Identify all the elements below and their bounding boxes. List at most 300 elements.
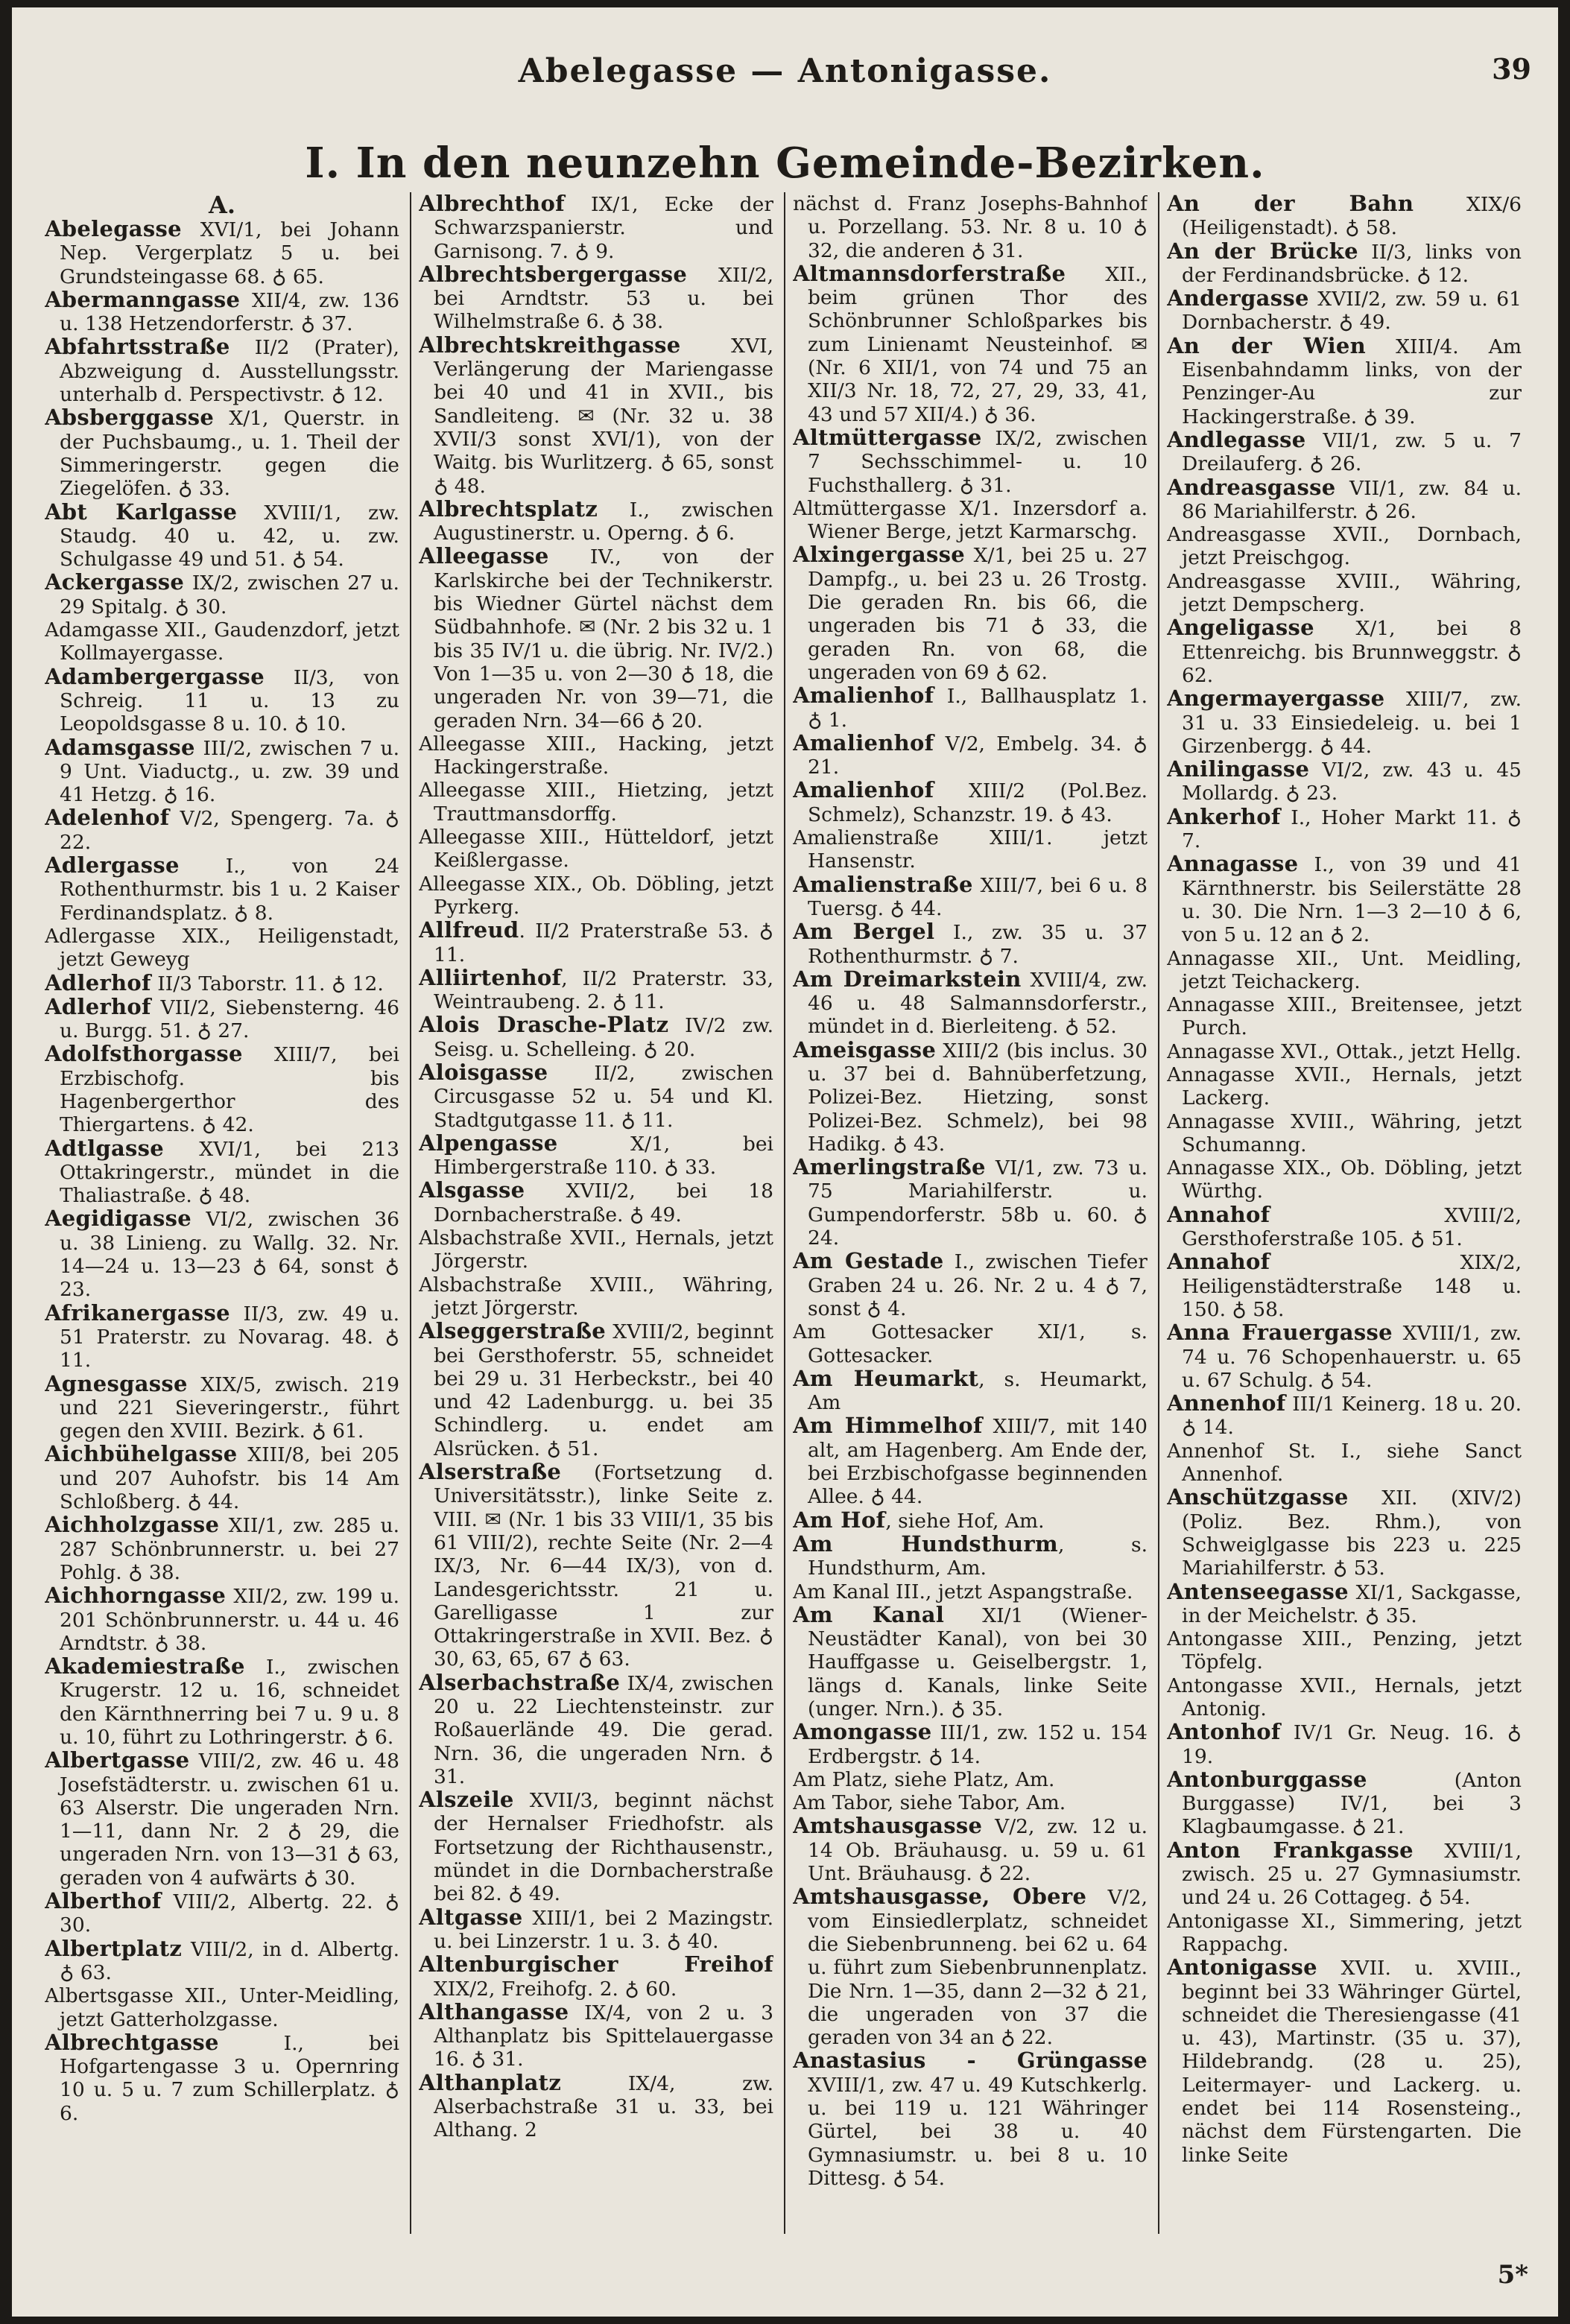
street-name: Abelegasse — [45, 216, 182, 241]
street-name: Am Gestade — [793, 1248, 944, 1274]
street-entry — [793, 1250, 1148, 1320]
column-1 — [45, 192, 399, 2234]
street-entry — [419, 826, 773, 873]
street-entry — [419, 1906, 773, 1954]
street-entry — [419, 1998, 773, 2071]
street-entry — [419, 966, 773, 1014]
street-name: Anschützgasse — [1167, 1484, 1349, 1510]
entry-text: XIII/7, bei Erzbischofg. bis Hagenbergerthor des Thiergartens. ♁ 42. — [60, 1043, 399, 1137]
entry-text: I., Hoher Markt 11. ♁ 7. — [1182, 805, 1522, 853]
entry-text: Antongasse XIII., Penzing, jetzt Töpfelg. — [1167, 1627, 1522, 1674]
entry-text: XVII. u. XVIII., beginnt bei 33 Währinger Gürtel, schneidet die Theresiengasse (41 u. 43), Martinstr. (35 u. 37), Hildebrandg. (28 u. 25), Leitermayer- und Lackerg. u. endet bei 114 Rosensteing., nächst dem Fürstengarten. Die linke Seite — [1182, 1957, 1522, 2167]
street-entry — [1167, 805, 1522, 853]
entry-text: VII/2, Siebensterng. 46 u. Burgg. 51. ♁ 27. — [60, 995, 399, 1043]
entry-text: nächst d. Franz Josephs-Bahnhof u. Porzellang. 53. Nr. 8 u. 10 ♁ 32, die anderen ♁ 31. — [793, 192, 1148, 262]
entry-text: XIII/1, bei 2 Mazingstr. u. bei Linzerstr. 1 u. 3. ♁ 40. — [434, 1906, 773, 1953]
street-entry — [793, 426, 1148, 497]
street-entry — [793, 1814, 1148, 1885]
street-entry — [793, 1603, 1148, 1720]
street-entry — [45, 806, 399, 854]
street-name: Angermayergasse — [1167, 686, 1385, 712]
street-entry — [1167, 993, 1522, 1040]
street-name: Alsgasse — [419, 1177, 525, 1203]
entry-text: XII/2, bei Arndtstr. 53 u. bei Wilhelmstraße 6. ♁ 38. — [434, 263, 773, 334]
street-name: Albrechthof — [419, 192, 565, 216]
street-entry — [793, 497, 1148, 544]
entry-text: X/1, bei 8 Ettenreichg. bis Brunnweggstr. ♁ 62. — [1182, 617, 1522, 687]
entry-text: XIX/2, Freihofg. 2. ♁ 60. — [434, 1977, 677, 2001]
street-name: Amalienhof — [793, 777, 934, 803]
letter-heading: A. — [209, 192, 235, 219]
column-rule — [1158, 192, 1159, 2234]
street-name: Albertplatz — [45, 1935, 183, 1961]
street-entry — [419, 1061, 773, 1132]
street-entry — [419, 1460, 773, 1671]
entry-text: IX/1, Ecke der Schwarzspanierstr. und Garnisong. 7. ♁ 9. — [434, 193, 773, 263]
entry-text: VI/2, zw. 43 u. 45 Mollardg. ♁ 23. — [1182, 759, 1522, 805]
entry-text: XVIII/4, zw. 46 u. 48 Salmannsdorferstr., mündet in d. Bierleiteng. ♁ 52. — [808, 968, 1148, 1039]
entry-text: V/2, Spengerg. 7a. ♁ 22. — [60, 807, 399, 854]
entry-text: Annenhof St. I., siehe Sanct Annenhof. — [1167, 1439, 1522, 1486]
street-entry — [1167, 1627, 1522, 1674]
entry-text: Alleegasse XIX., Ob. Döbling, jetzt Pyrkerg. — [419, 872, 773, 919]
street-name: Alxingergasse — [793, 542, 965, 568]
street-entry — [45, 665, 399, 736]
street-entry — [1167, 523, 1522, 570]
street-entry — [1167, 616, 1522, 687]
street-entry — [45, 2031, 399, 2125]
entry-text: , siehe Hof, Am. — [885, 1509, 1045, 1533]
street-entry — [793, 2049, 1148, 2190]
street-name: Amongasse — [793, 1719, 932, 1745]
street-name: Aichholzgasse — [45, 1512, 220, 1538]
street-entry — [1167, 1321, 1522, 1392]
street-entry — [45, 1937, 399, 1985]
street-name: Amerlingstraße — [793, 1154, 986, 1180]
street-entry — [793, 873, 1148, 921]
street-name: Antonigasse — [1167, 1954, 1317, 1981]
street-entry — [793, 1320, 1148, 1367]
street-name: Annahof — [1167, 1249, 1270, 1275]
street-entry — [793, 1580, 1148, 1603]
street-name: Altmannsdorferstraße — [793, 260, 1066, 286]
street-entry — [419, 1179, 773, 1226]
entry-text: (Anton Burggasse) IV/1, bei 3 Klagbaumgasse. ♁ 21. — [1182, 1768, 1522, 1839]
street-entry — [793, 543, 1148, 684]
street-entry — [45, 1513, 399, 1584]
street-name: Adlergasse — [45, 852, 180, 878]
street-entry — [45, 925, 399, 972]
street-entry — [1167, 1674, 1522, 1721]
entry-text: IV/2 zw. Seisg. u. Schelleing. ♁ 20. — [434, 1014, 773, 1061]
street-entry — [45, 335, 399, 406]
street-name: Aichbühelgasse — [45, 1441, 238, 1467]
street-entry — [793, 262, 1148, 426]
column-rule — [410, 192, 411, 2234]
entry-text: XVII/2, zw. 59 u. 61 Dornbacherstr. ♁ 49. — [1182, 288, 1522, 335]
street-entry — [419, 1013, 773, 1061]
street-name: Abfahrtsstraße — [45, 334, 230, 360]
entry-text: I., Ballhausplatz 1. ♁ 1. — [808, 685, 1148, 732]
street-entry — [1167, 1063, 1522, 1110]
entry-text: V/2, Embelg. 34. ♁ 21. — [808, 732, 1148, 779]
street-name: Ankerhof — [1167, 803, 1281, 829]
entry-text: XIII/7, mit 140 alt, am Hagenberg. Am Ende der, bei Erzbischofgasse beginnenden Allee. ♁ 44. — [808, 1415, 1148, 1509]
street-name: Abt Karlgasse — [45, 498, 238, 525]
street-name: Amtshausgasse — [793, 1813, 983, 1839]
street-name: Am Hundsthurm — [793, 1530, 1058, 1557]
entry-text: XI/1 (Wiener-Neustädter Kanal), von bei 30 Hauffgasse u. Geiselbergstr. 1, längs d. Kanals, linke Seite (unger. Nrn.). ♁ 35. — [808, 1603, 1148, 1720]
street-entry — [793, 729, 1148, 779]
entry-text: II/3 Taborstr. 11. ♁ 12. — [151, 972, 384, 995]
street-entry — [793, 1156, 1148, 1250]
street-entry — [1167, 287, 1522, 335]
street-name: Aegidigasse — [45, 1206, 192, 1232]
entry-text: III/2, zwischen 7 u. 9 Unt. Viaductg., u. zw. 39 und 41 Hetzg. ♁ 16. — [60, 736, 399, 807]
street-entry — [419, 334, 773, 498]
street-entry — [793, 826, 1148, 873]
street-name: An der Bahn — [1167, 192, 1414, 216]
street-name: Amalienhof — [793, 683, 934, 709]
entry-text: II/3, links von der Ferdinandsbrücke. ♁ 12. — [1182, 240, 1522, 287]
entry-text: XII/4, zw. 136 u. 138 Hetzendorferstr. ♁ 37. — [60, 288, 399, 336]
entry-text: , s. Hundsthurm, Am. — [808, 1533, 1148, 1580]
entry-text: II/3, von Schreig. 11 u. 13 zu Leopoldsgasse 8 u. 10. ♁ 10. — [60, 665, 399, 736]
street-entry — [793, 1414, 1148, 1508]
entry-text: Annagasse XVII., Hernals, jetzt Lackerg. — [1167, 1063, 1522, 1110]
entry-text: VIII/2, zw. 46 u. 48 Josefstädterstr. u. zwischen 61 u. 63 Alserstr. Die ungeraden Nrn. 1—11, dann Nr. 2 ♁ 29, die ungeraden Nrn. von 13—31 ♁ 63, geraden von 4 aufwärts ♁ 30. — [60, 1750, 399, 1890]
street-entry — [45, 1584, 399, 1655]
street-entry — [45, 995, 399, 1043]
entry-text: XVI/1, bei Johann Nep. Vergerplatz 5 u. bei Grundsteingasse 68. ♁ 65. — [60, 218, 399, 288]
street-entry — [1167, 570, 1522, 617]
street-name: Adlerhof — [45, 969, 151, 995]
street-name: Adtlgasse — [45, 1135, 165, 1161]
street-entry — [45, 498, 399, 571]
entry-text: XVI, Verlängerung der Mariengasse bei 40 und 41 in XVII., bis Sandleiteng. ✉ (Nr. 32 u. 38 XVII/3 sonst XVI/1), von der Waitg. bis Wurlitzerg. ♁ 65, sonst ♁ 48. — [434, 334, 773, 498]
street-name: Alliirtenhof — [419, 964, 562, 990]
entry-text: VI/2, zwischen 36 u. 38 Linieng. zu Wallg. 32. Nr. 14—24 u. 13—23 ♁ 64, sonst ♁ 23. — [60, 1208, 399, 1302]
street-name: Am Bergel — [793, 919, 935, 945]
entry-text: XVIII/2, beginnt bei Gersthoferstr. 55, schneidet bei 29 u. 31 Herbeckstr., bei 40 und 42 Ladenburgg. u. bei 35 Schindlerg. u. endet am Alsrücken. ♁ 51. — [434, 1320, 773, 1460]
street-entry — [45, 736, 399, 807]
street-entry — [1167, 1110, 1522, 1157]
street-name: Amalienstraße — [793, 871, 973, 897]
street-name: Alszeile — [419, 1787, 514, 1813]
page-number: 39 — [1492, 52, 1531, 86]
street-name: Adamsgasse — [45, 734, 195, 760]
entry-text: IV/1 Gr. Neug. 16. ♁ 19. — [1182, 1721, 1522, 1768]
entry-text: XVIII/2, Gersthoferstraße 105. ♁ 51. — [1182, 1203, 1522, 1251]
street-name: Alseggerstraße — [419, 1318, 607, 1344]
entry-text: I., von 39 und 41 Kärnthnerstr. bis Seilerstätte 28 u. 30. Die Nrn. 1—3 2—10 ♁ 6, von 5 u. 12 an ♁ 2. — [1182, 853, 1522, 947]
street-name: Am Himmelhof — [793, 1413, 983, 1439]
street-entry — [1167, 476, 1522, 524]
street-entry — [1167, 1720, 1522, 1768]
street-entry — [793, 1367, 1148, 1415]
street-entry — [419, 263, 773, 334]
street-entry — [793, 1885, 1148, 2049]
street-entry — [45, 1372, 399, 1443]
street-entry — [45, 1984, 399, 2031]
street-name: Althanplatz — [419, 2069, 562, 2095]
street-entry — [419, 1671, 773, 1788]
street-name: Andreasgasse — [1167, 474, 1336, 500]
street-entry — [1167, 1580, 1522, 1628]
entry-text: I., von 24 Rothenthurmstr. bis 1 u. 2 Kaiser Ferdinandsplatz. ♁ 8. — [60, 855, 399, 925]
entry-text: Alsbachstraße XVII., Hernals, jetzt Jörgerstr. — [419, 1226, 773, 1273]
entry-text: Annagasse XII., Unt. Meidling, jetzt Teichackerg. — [1167, 946, 1522, 993]
street-entry — [793, 920, 1148, 968]
street-entry — [793, 968, 1148, 1039]
street-entry — [419, 1273, 773, 1320]
entry-text: Andreasgasse XVIII., Währing, jetzt Dempscherg. — [1167, 569, 1522, 617]
street-name: Altmüttergasse — [793, 424, 982, 450]
street-entry — [419, 1132, 773, 1180]
street-entry — [793, 1036, 1148, 1156]
entry-text: VII/1, zw. 84 u. 86 Mariahilferstr. ♁ 26. — [1182, 476, 1522, 523]
entry-text: Alleegasse XIII., Hietzing, jetzt Trauttmansdorffg. — [419, 779, 773, 826]
entry-text: VII/1, zw. 5 u. 7 Dreilauferg. ♁ 26. — [1182, 428, 1522, 476]
street-name: Antenseegasse — [1167, 1578, 1349, 1604]
entry-text: IX/4, zw. Alserbachstraße 31 u. 33, bei Althang. 2 — [434, 2071, 773, 2142]
entry-text: VIII/2, in d. Albertg. ♁ 63. — [60, 1937, 399, 1984]
entry-text: Alleegasse XIII., Hütteldorf, jetzt Keißlergasse. — [419, 826, 773, 873]
street-name: Albrechtsbergergasse — [419, 261, 688, 287]
entry-text: XVIII/1, zw. 47 u. 49 Kutschkerlg. u. bei 119 u. 121 Währinger Gürtel, bei 38 u. 40 Gymnasiumstr. u. bei 8 u. 10 Dittesg. ♁ 54. — [808, 2073, 1148, 2190]
entry-text: XVIII/1, zwisch. 25 u. 27 Gymnasiumstr. und 24 u. 26 Cottageg. ♁ 54. — [1182, 1839, 1522, 1910]
entry-text: Annagasse XVI., Ottak., jetzt Hellg. — [1167, 1039, 1522, 1063]
street-name: An der Wien — [1167, 332, 1367, 358]
street-entry — [419, 779, 773, 826]
entry-text: III/1, zw. 152 u. 154 Erdbergstr. ♁ 14. — [808, 1721, 1148, 1768]
street-name: Alserbachstraße — [419, 1669, 621, 1695]
column-4 — [1167, 192, 1522, 2234]
entry-text: II/2, zwischen Circusgasse 52 u. 54 und Kl. Stadtgutgasse 11. ♁ 11. — [434, 1061, 773, 1132]
entry-text: Annagasse XIX., Ob. Döbling, jetzt Würthg. — [1167, 1156, 1522, 1203]
running-title: Abelegasse — Antonigasse. — [518, 52, 1052, 90]
entry-text: Alleegasse XIII., Hacking, jetzt Hackingerstraße. — [419, 732, 773, 779]
entry-text: VIII/2, Albertg. 22. ♁ 30. — [60, 1890, 399, 1937]
street-entry — [1167, 758, 1522, 805]
entry-text: XI/1, Sackgasse, in der Meichelstr. ♁ 35. — [1182, 1580, 1522, 1627]
column-rule — [784, 192, 785, 2234]
entry-text: XIII/8, bei 205 und 207 Auhofstr. bis 14 Am Schloßberg. ♁ 44. — [60, 1443, 399, 1514]
street-name: Ackergasse — [45, 569, 185, 595]
street-entry — [793, 1720, 1148, 1768]
entry-text: XVI/1, bei 213 Ottakringerstr., mündet in die Thaliastraße. ♁ 48. — [60, 1137, 399, 1208]
entry-text: XIII/2 (Pol.Bez. Schmelz), Schanzstr. 19. ♁ 43. — [808, 779, 1148, 826]
street-name: Anilingasse — [1167, 756, 1310, 782]
street-entry — [419, 919, 773, 966]
street-name: Abermanngasse — [45, 286, 241, 312]
entry-text: IX/2, zwischen 7 Sechsschimmel- u. 10 Fuchsthallerg. ♁ 31. — [808, 426, 1148, 497]
entry-text: XVIII/1, zw. 74 u. 76 Schopenhauerstr. u. 65 u. 67 Schulg. ♁ 54. — [1182, 1322, 1522, 1392]
street-entry — [1167, 687, 1522, 758]
entry-text: XIII/4. Am Eisenbahndamm links, von der Penzinger-Au zur Hackingerstraße. ♁ 39. — [1182, 335, 1522, 428]
entry-text: Am Tabor, siehe Tabor, Am. — [793, 1791, 1066, 1815]
directory-columns — [45, 192, 1528, 2234]
street-name: Andergasse — [1167, 285, 1309, 311]
street-entry — [1167, 1250, 1522, 1321]
entry-text: V/2, vom Einsiedlerplatz, schneidet die Siebenbrunneng. bei 62 u. 64 u. führt zum Siebenbrunnenplatz. Die Nrn. 1—35, dann 2—32 ♁ 21, die ungeraden von 37 die geraden von 34 an ♁ 22. — [808, 1886, 1148, 2050]
street-entry — [793, 684, 1148, 732]
street-entry — [45, 1655, 399, 1749]
street-entry — [45, 218, 399, 288]
entry-text: I., zwischen Augustinerstr. u. Operng. ♁ 6. — [434, 498, 773, 545]
street-entry — [419, 873, 773, 919]
entry-text: , s. Heumarkt, Am — [808, 1367, 1148, 1415]
entry-text: X/1, Querstr. in der Puchsbaumg., u. 1. Theil der Simmeringerstr. gegen die Ziegelöfen. ♁ 33. — [60, 407, 399, 501]
entry-text: (Fortsetzung d. Universitätsstr.), linke Seite z. VIII. ✉ (Nr. 1 bis 33 VIII/1, 35 bis 61 VIII/2), rechte Seite (Nr. 2—4 IX/3, Nr. 6—44 IX/3), von d. Landesgerichtsstr. 21 u. Garelligasse 1 zur Ottakringerstraße in XVII. Bez. ♁ 30, 63, 65, 67 ♁ 63. — [434, 1461, 773, 1671]
street-entry — [1167, 1156, 1522, 1203]
street-entry — [1167, 428, 1522, 476]
street-name: Akademiestraße — [45, 1653, 245, 1679]
entry-text: Antonigasse XI., Simmering, jetzt Rappachg. — [1167, 1909, 1522, 1956]
street-entry — [45, 406, 399, 500]
street-name: Adlerhof — [45, 993, 151, 1019]
street-name: Anna Frauergasse — [1167, 1320, 1393, 1346]
street-entry — [419, 495, 773, 545]
street-entry — [45, 1207, 399, 1301]
entry-text: X/1, bei Himbergerstraße 110. ♁ 33. — [434, 1132, 773, 1180]
entry-text: XVII/3, beginnt nächst der Hernalser Friedhofstr. als Fortsetzung der Richthausenstr., mündet in die Dornbacherstraße bei 82. ♁ 49. — [434, 1789, 773, 1906]
street-entry — [419, 2071, 773, 2142]
street-entry — [45, 1443, 399, 1513]
entry-text: XII., beim grünen Thor des Schönbrunner Schloßparkes bis zum Linienamt Neusteinhof. ✉ (Nr. 6 XII/1, von 74 und 75 an XII/3 Nr. 18, 72, 27, 29, 33, 41, 43 und 57 XII/4.) ♁ 36. — [808, 262, 1148, 426]
entry-text: Am Kanal III., jetzt Aspangstraße. — [793, 1580, 1133, 1603]
street-name: Adelenhof — [45, 805, 170, 831]
street-entry — [1167, 1392, 1522, 1440]
street-name: Antonburggasse — [1167, 1766, 1367, 1792]
column-2 — [419, 192, 773, 2234]
entry-text: . II/2 Praterstraße 53. ♁ 11. — [434, 919, 773, 966]
street-name: Antonhof — [1167, 1719, 1281, 1745]
street-entry — [1167, 947, 1522, 994]
street-name: Alois Drasche-Platz — [419, 1012, 669, 1038]
street-entry — [45, 288, 399, 336]
street-entry — [419, 1320, 773, 1460]
street-entry — [45, 571, 399, 618]
section-title: I. In den neunzehn Gemeinde-Bezirken. — [305, 139, 1265, 188]
street-name: Altgasse — [419, 1904, 523, 1930]
street-name: Altenburgischer Freihof — [419, 1951, 773, 1978]
street-entry — [419, 1953, 773, 2001]
street-entry — [419, 1226, 773, 1273]
entry-text: XIII/2 (bis inclus. 30 u. 37 bei d. Bahnüberfetzung, Polizei-Bez. Hietzing, sonst Polizei-Bez. Schmelz), bei 98 Hadikg. ♁ 43. — [808, 1039, 1148, 1156]
street-name: Andlegasse — [1167, 426, 1306, 452]
entry-text: , II/2 Praterstr. 33, Weintraubeng. 2. ♁ 11. — [434, 966, 773, 1014]
entry-text: XVIII/1, zw. Staudg. 40 u. 42, u. zw. Schulgasse 49 und 51. ♁ 54. — [60, 501, 399, 571]
entry-text: Albertsgasse XII., Unter-Meidling, jetzt Gatterholzgasse. — [45, 1984, 399, 2031]
street-entry — [1167, 1910, 1522, 1957]
street-name: Aloisgasse — [419, 1059, 548, 1085]
street-name: Absberggasse — [45, 405, 215, 431]
street-name: Amtshausgasse, Obere — [793, 1884, 1087, 1910]
street-entry — [1167, 1486, 1522, 1580]
street-name: Aichhorngasse — [45, 1583, 227, 1609]
street-entry — [793, 779, 1148, 826]
entry-text: XIX/5, zwisch. 219 und 221 Sieveringerstr., führt gegen den XVIII. Bezirk. ♁ 61. — [60, 1372, 399, 1443]
street-entry — [45, 618, 399, 665]
street-name: Am Dreimarkstein — [793, 966, 1022, 992]
entry-text: X/1, bei 25 u. 27 Dampfg., u. bei 23 u. 26 Trostg. Die geraden Rn. bis 66, die ungeraden bis 71 ♁ 33, die geraden Rn. von 68, die ungeraden von 69 ♁ 62. — [808, 544, 1148, 684]
entry-text: XII/1, zw. 285 u. 287 Schönbrunnerstr. u. bei 27 Pohlg. ♁ 38. — [60, 1514, 399, 1584]
street-entry — [419, 732, 773, 779]
entry-text: XII. (XIV/2) (Poliz. Bez. Rhm.), von Schweiglgasse bis 223 u. 225 Mariahilferstr. ♁ 53. — [1182, 1486, 1522, 1580]
entry-text: Adamgasse XII., Gaudenzdorf, jetzt Kollmayergasse. — [45, 618, 399, 665]
street-entry — [1167, 1768, 1522, 1839]
street-name: Amalienhof — [793, 729, 934, 756]
street-name: Anton Frankgasse — [1167, 1837, 1414, 1863]
street-entry — [45, 1042, 399, 1136]
street-name: Adolfsthorgasse — [45, 1041, 243, 1067]
street-entry — [1167, 1040, 1522, 1063]
street-entry — [45, 969, 399, 995]
street-name: Agnesgasse — [45, 1370, 188, 1396]
entry-text: XIII/7, zw. 31 u. 33 Einsiedeleig. u. bei 1 Girzenbergg. ♁ 44. — [1182, 688, 1522, 758]
entry-text: Am Gottesacker XI/1, s. Gottesacker. — [793, 1320, 1148, 1367]
entry-text: II/2 (Prater), Abzweigung d. Ausstellungsstr. unterhalb d. Perspectivstr. ♁ 12. — [60, 336, 399, 407]
entry-text: Alsbachstraße XVIII., Währing, jetzt Jörgerstr. — [419, 1273, 773, 1320]
street-name: Annenhof — [1167, 1390, 1286, 1416]
street-entry — [45, 1749, 399, 1890]
entry-text: Am Platz, siehe Platz, Am. — [793, 1767, 1055, 1791]
street-entry — [793, 1509, 1148, 1533]
street-entry — [1167, 240, 1522, 288]
entry-text: Annagasse XIII., Breitensee, jetzt Purch. — [1167, 993, 1522, 1040]
street-entry — [793, 1530, 1148, 1580]
entry-text: Altmüttergasse X/1. Inzersdorf a. Wiener Berge, jetzt Karmarschg. — [793, 496, 1148, 544]
street-name: Ameisgasse — [793, 1036, 937, 1063]
street-entry — [1167, 1440, 1522, 1486]
street-name: Alberthof — [45, 1888, 162, 1914]
entry-text: XII/2, zw. 199 u. 201 Schönbrunnerstr. u. 44 u. 46 Arndtstr. ♁ 38. — [60, 1585, 399, 1655]
book-page — [12, 7, 1558, 2317]
column-3 — [793, 192, 1148, 2234]
entry-text: Antongasse XVII., Hernals, jetzt Antonig. — [1167, 1674, 1522, 1720]
street-name: Am Hof — [793, 1507, 886, 1533]
street-name: Anastasius - Grüngasse — [793, 2048, 1148, 2074]
street-entry — [419, 1788, 773, 1905]
street-entry — [1167, 852, 1522, 946]
street-name: Albrechtsplatz — [419, 495, 598, 522]
entry-text: V/2, zw. 12 u. 14 Ob. Bräuhausg. u. 59 u. 61 Unt. Bräuhausg. ♁ 22. — [808, 1815, 1148, 1886]
entry-text: I., zwischen Krugerstr. 12 u. 16, schneidet den Kärnthnerring bei 7 u. 9 u. 8 u. 10, führt zu Lothringerstr. ♁ 6. — [60, 1656, 399, 1749]
entry-text: IX/4, zwischen 20 u. 22 Liechtensteinstr. zur Roßauerlände 49. Die gerad. Nrn. 36, die ungeraden Nrn. ♁ 31. — [434, 1671, 773, 1788]
street-name: Afrikanergasse — [45, 1299, 230, 1326]
street-name: Albrechtskreithgasse — [419, 332, 681, 358]
street-name: Albertgasse — [45, 1747, 190, 1773]
street-name: Am Heumarkt — [793, 1365, 979, 1391]
street-entry — [793, 1791, 1148, 1814]
street-entry — [1167, 1956, 1522, 2167]
entry-text: XIX/2, Heiligenstädterstraße 148 u. 150. ♁ 58. — [1182, 1251, 1522, 1321]
street-name: Alserstraße — [419, 1459, 562, 1485]
street-name: Alpengasse — [419, 1130, 558, 1156]
entry-text: IV., von der Karlskirche bei der Technikerstr. bis Wiedner Gürtel nächst dem Südbahnhofe. ✉ (Nr. 2 bis 32 u. 1 bis 35 IV/1 u. die übrig. Nr. IV/2.) Von 1—35 u. von 2—30 ♁ 18, die ungeraden Nr. von 39—71, die geraden Nrn. 34—66 ♁ 20. — [434, 545, 773, 732]
street-name: Angeligasse — [1167, 615, 1314, 641]
entry-text: III/1 Keinerg. 18 u. 20. ♁ 14. — [1182, 1393, 1522, 1440]
street-entry — [1167, 192, 1522, 240]
street-entry — [1167, 1203, 1522, 1251]
entry-text: I., zwischen Tiefer Graben 24 u. 26. Nr. 2 u. 4 ♁ 7, sonst ♁ 4. — [808, 1250, 1148, 1320]
entry-text: I., bei Hofgartengasse 3 u. Opernring 10 u. 5 u. 7 zum Schillerplatz. ♁ 6. — [60, 2031, 399, 2125]
street-name: An der Brücke — [1167, 238, 1358, 264]
street-entry — [1167, 332, 1522, 428]
entry-text: XIX/6 (Heiligenstadt). ♁ 58. — [1182, 193, 1522, 240]
entry-text: Annagasse XVIII., Währing, jetzt Schumanng. — [1167, 1109, 1522, 1156]
